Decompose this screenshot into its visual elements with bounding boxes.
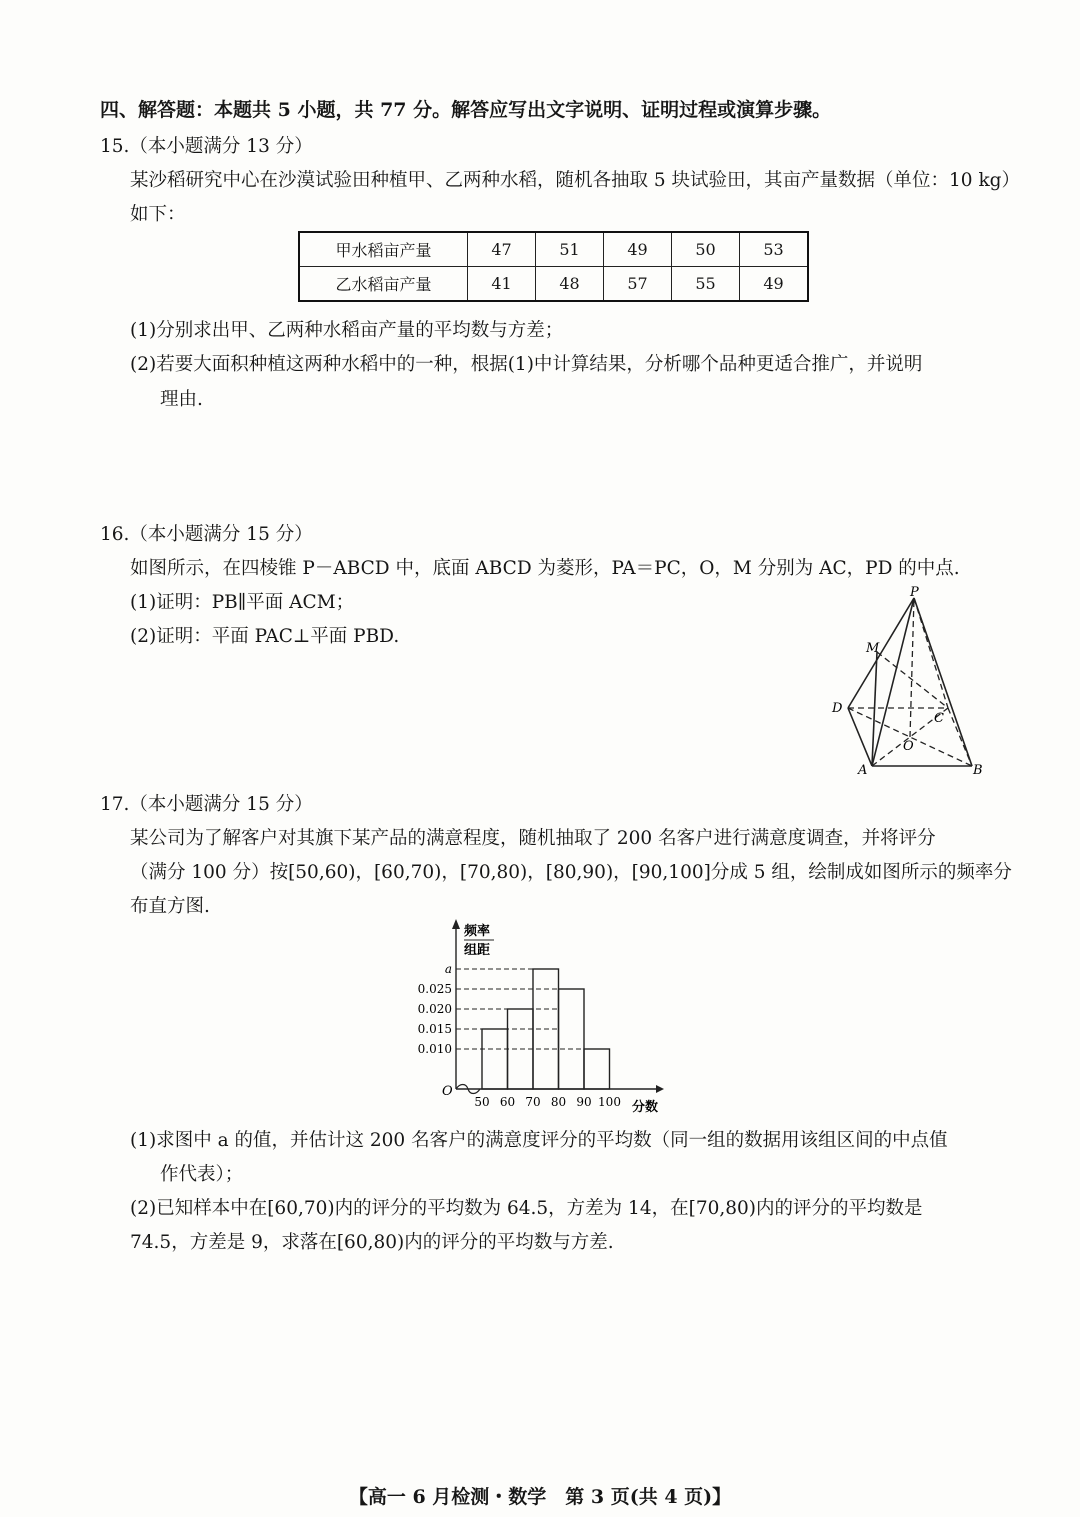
table-cell: 47 <box>468 232 536 267</box>
label-O: O <box>903 739 914 754</box>
q17-intro-line1: 某公司为了解客户对其旗下某产品的满意程度，随机抽取了 200 名客户进行满意度调查，并将评分 <box>130 828 936 849</box>
q17-part2-line1: (2)已知样本中在[60,70)内的评分的平均数为 64.5，方差为 14，在[70,80)内的评分的平均数是 <box>130 1198 923 1219</box>
pyramid-figure <box>820 580 1000 780</box>
row-label: 甲水稻亩产量 <box>299 232 468 267</box>
q15-part2-line2: 理由. <box>160 389 203 410</box>
x-tick-label: 90 <box>576 1095 592 1109</box>
x-axis-arrow <box>656 1085 664 1093</box>
y-tick-label: a <box>444 962 452 976</box>
table-row <box>299 267 808 302</box>
q17-intro-line3: 布直方图. <box>130 896 210 917</box>
q15-part1: (1)分别求出甲、乙两种水稻亩产量的平均数与方差； <box>130 320 564 341</box>
table-cell: 53 <box>740 232 809 267</box>
table-cell: 49 <box>604 232 672 267</box>
y-label-top: 频率 <box>464 924 491 939</box>
label-B: B <box>973 763 983 778</box>
x-tick-label: 50 <box>474 1095 490 1109</box>
q17-part2-line2: 74.5，方差是 9，求落在[60,80)内的评分的平均数与方差. <box>130 1232 614 1253</box>
q15-yield-table <box>298 231 809 302</box>
table-cell: 50 <box>672 232 740 267</box>
x-tick-label: 60 <box>499 1095 516 1109</box>
table-cell: 55 <box>672 267 740 302</box>
label-D: D <box>832 701 843 716</box>
y-label-bottom: 组距 <box>464 943 491 958</box>
q15-intro-line1: 某沙稻研究中心在沙漠试验田种植甲、乙两种水稻，随机各抽取 5 块试验田，其亩产量数据（单位：10 kg） <box>130 170 1021 191</box>
label-P: P <box>910 585 919 600</box>
y-tick-label: 0.025 <box>417 982 452 996</box>
histogram-bar <box>482 1029 508 1089</box>
q17-heading: 17.（本小题满分 15 分） <box>100 794 313 815</box>
q15-intro-line2: 如下： <box>130 204 186 225</box>
table-cell: 49 <box>740 267 809 302</box>
x-tick-label: 70 <box>525 1095 541 1109</box>
table-cell: 48 <box>536 267 604 302</box>
label-A: A <box>858 763 868 778</box>
q16-heading: 16.（本小题满分 15 分） <box>100 524 313 545</box>
q16-part2: (2)证明：平面 PAC⊥平面 PBD. <box>130 626 400 647</box>
q17-part1-line1: (1)求图中 a 的值，并估计这 200 名客户的满意度评分的平均数（同一组的数据用该组区间的中点值 <box>130 1130 948 1151</box>
frequency-histogram <box>410 915 670 1120</box>
x-tick-label: 80 <box>550 1095 567 1109</box>
x-axis-label: 分数 <box>632 1100 659 1115</box>
q16-part1: (1)证明：PB∥平面 ACM； <box>130 592 355 613</box>
q17-part1-line2: 作代表）； <box>160 1164 244 1185</box>
q17-intro-line2: （满分 100 分）按[50,60)，[60,70)，[70,80)，[80,90)，[90,100]分成 5 组，绘制成如图所示的频率分 <box>130 862 1012 883</box>
histogram-bar <box>584 1049 610 1089</box>
page-footer: 【高一 6 月检测・数学 第 3 页(共 4 页)】 <box>348 1486 732 1508</box>
x-tick-label: 100 <box>598 1095 621 1109</box>
q15-part2-line1: (2)若要大面积种植这两种水稻中的一种，根据(1)中计算结果，分析哪个品种更适合推广，并说明 <box>130 354 923 375</box>
label-M: M <box>866 641 880 656</box>
row-label: 乙水稻亩产量 <box>299 267 468 302</box>
table-cell: 41 <box>468 267 536 302</box>
y-axis-arrow <box>452 919 460 929</box>
y-tick-label: 0.015 <box>417 1022 452 1036</box>
origin-label: O <box>442 1084 453 1099</box>
table-cell: 57 <box>604 267 672 302</box>
histogram-bar <box>559 989 585 1089</box>
table-row <box>299 232 808 267</box>
label-C: C <box>934 711 944 726</box>
section-header: 四、解答题：本题共 5 小题，共 77 分。解答应写出文字说明、证明过程或演算步骤。 <box>100 99 832 121</box>
q16-intro: 如图所示，在四棱锥 P－ABCD 中，底面 ABCD 为菱形，PA＝PC，O，M 分别为 AC，PD 的中点. <box>130 558 960 579</box>
table-cell: 51 <box>536 232 604 267</box>
y-tick-label: 0.020 <box>417 1002 452 1016</box>
q15-heading: 15.（本小题满分 13 分） <box>100 136 313 157</box>
y-tick-label: 0.010 <box>417 1042 452 1056</box>
